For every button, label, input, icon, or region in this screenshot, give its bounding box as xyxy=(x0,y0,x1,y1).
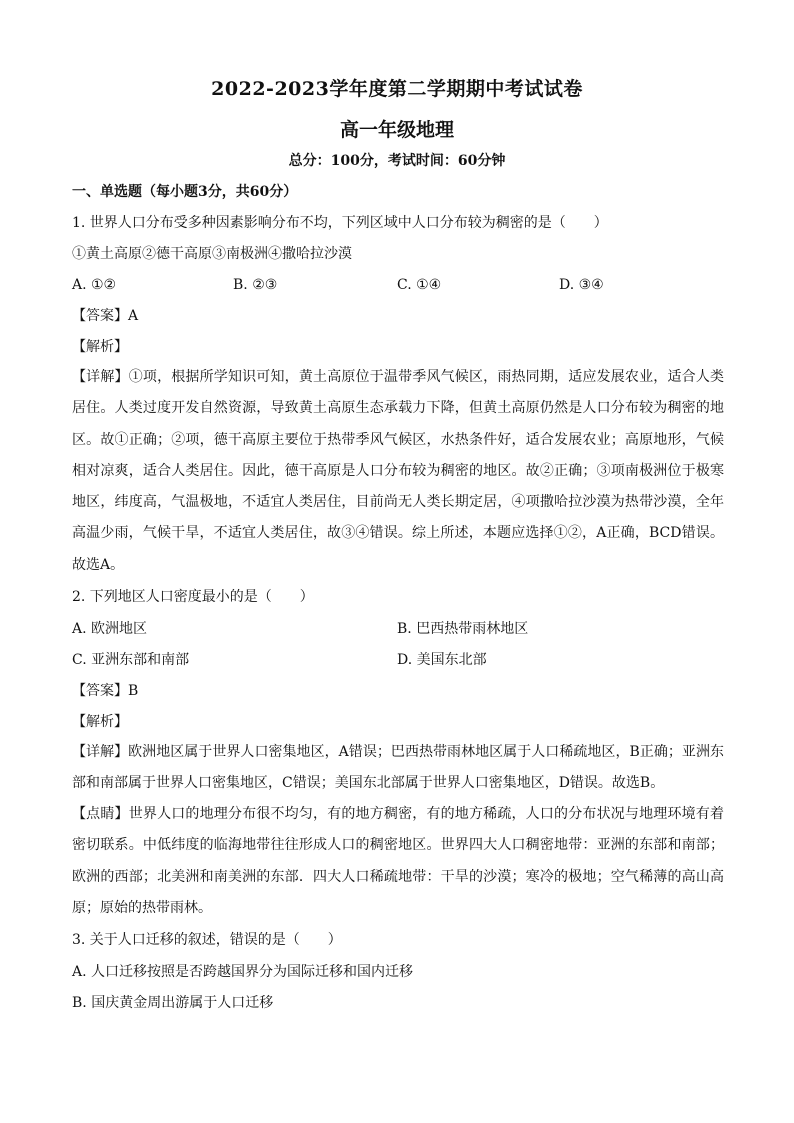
q1-stem: 1. 世界人口分布受多种因素影响分布不均，下列区域中人口分布较为稠密的是（ ） xyxy=(72,215,608,231)
q1-analysis-label: 【解析】 xyxy=(72,339,128,355)
q1-option-d: D. ③④ xyxy=(559,277,604,293)
q2-comment: 【点睛】世界人口的地理分布很不均匀，有的地方稠密，有的地方稀疏，人口的分布状况与地理环境有着密切联系。中低纬度的临海地带往往形成人口的稠密地区。世界四大人口稠密地带：亚洲的东部和南部；欧洲的西部；北美洲和南美洲的东部．四大人口稀疏地带：干旱的沙漠；寒冷的极地；空气稀薄的高山高原；原始的热带雨林。 xyxy=(72,806,724,916)
q3-option-a: A. 人口迁移按照是否跨越国界分为国际迁移和国内迁移 xyxy=(72,964,414,980)
exam-subtitle: 高一年级地理 xyxy=(339,119,454,141)
q2-analysis-label: 【解析】 xyxy=(72,714,128,730)
q1-option-a: A. ①② xyxy=(72,277,117,293)
q2-option-a: A. 欧洲地区 xyxy=(72,621,148,637)
q2-detail: 【详解】欧洲地区属于世界人口密集地区，A错误；巴西热带雨林地区属于人口稀疏地区，B正确；亚洲东部和南部属于世界人口密集地区，C错误；美国东北部属于世界人口密集地区，D错误。故选B。 xyxy=(72,744,724,792)
q2-stem: 2. 下列地区人口密度最小的是（ ） xyxy=(72,589,314,605)
q2-option-b: B. 巴西热带雨林地区 xyxy=(397,621,529,637)
q2-answer: 【答案】B xyxy=(72,683,139,699)
exam-info: 总分：100分，考试时间：60分钟 xyxy=(288,153,506,169)
q1-items: ①黄土高原②德干高原③南极洲④撒哈拉沙漠 xyxy=(72,246,352,262)
q2-option-d: D. 美国东北部 xyxy=(397,652,487,668)
q1-option-c: C. ①④ xyxy=(397,277,442,293)
q1-option-b: B. ②③ xyxy=(233,277,278,293)
q1-answer: 【答案】A xyxy=(72,308,139,324)
q2-option-c: C. 亚洲东部和南部 xyxy=(72,652,190,668)
q1-detail: 【详解】①项，根据所学知识可知，黄土高原位于温带季风气候区，雨热同期，适应发展农业，适合人类居住。人类过度开发自然资源，导致黄土高原生态承载力下降，但黄土高原仍然是人口分布较为稠密的地区。故①正确；②项，德干高原主要位于热带季风气候区，水热条件好，适合发展农业；高原地形，气候相对凉爽，适合人类居住。因此，德干高原是人口分布较为稠密的地区。故②正确；③项南极洲位于极寒地区，纬度高，气温极地，不适宜人类居住，目前尚无人类长期定居，④项撒哈拉沙漠为热带沙漠，全年高温少雨，气候干旱，不适宜人类居住，故③④错误。综上所述，本题应选择①②，A正确，BCD错误。故选A。 xyxy=(72,369,724,573)
q3-option-b: B. 国庆黄金周出游属于人口迁移 xyxy=(72,995,274,1011)
exam-title: 2022-2023学年度第二学期期中考试试卷 xyxy=(211,78,583,100)
q3-stem: 3. 关于人口迁移的叙述，错误的是（ ） xyxy=(72,932,342,948)
section-heading: 一、单选题（每小题3分，共60分） xyxy=(72,184,298,200)
